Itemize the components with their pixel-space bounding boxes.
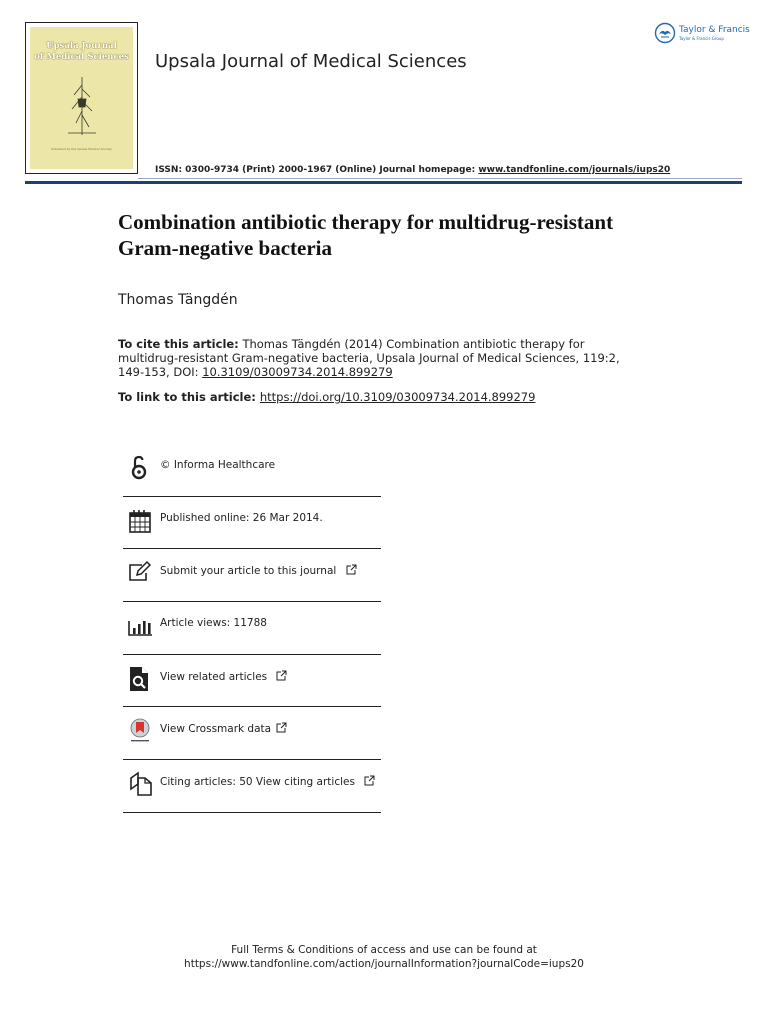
external-link-icon[interactable]	[346, 564, 357, 575]
external-link-icon[interactable]	[364, 775, 375, 786]
info-text-published: Published online: 26 Mar 2014.	[160, 511, 323, 524]
info-row-citing[interactable]	[123, 760, 381, 813]
journal-homepage-link[interactable]: www.tandfonline.com/journals/iups20	[478, 165, 671, 175]
article-link-label: To link to this article:	[118, 390, 260, 404]
journal-title: Upsala Journal of Medical Sciences	[155, 51, 467, 72]
citation-block	[118, 337, 638, 379]
article-doi-url-link[interactable]: https://doi.org/10.3109/03009734.2014.899279	[259, 390, 536, 404]
taylor-francis-icon	[654, 22, 676, 44]
cover-publisher-line: Published by the Upsala Medical Society	[51, 147, 112, 151]
cover-illustration	[60, 75, 105, 137]
info-text-copyright: © Informa Healthcare	[160, 459, 276, 471]
issn-text: ISSN: 0300-9734 (Print) 2000-1967 (Online) Journal homepage:	[155, 165, 479, 175]
info-row-related[interactable]	[123, 655, 381, 708]
external-link-icon[interactable]	[276, 670, 287, 681]
crossmark-icon	[128, 718, 152, 744]
footer-line2[interactable]: https://www.tandfonline.com/action/journalInformation?journalCode=iups20	[184, 958, 584, 970]
citation-text: Thomas Tängdén (2014) Combination antibiotic therapy for multidrug-resistant Gram-negative bacteria, Upsala Journal of Medical Sciences, 119:2, 149-153, DOI:	[118, 337, 620, 379]
info-row-crossmark[interactable]	[123, 707, 381, 760]
info-text-views: Article views: 11788	[160, 617, 267, 630]
calendar-icon	[128, 508, 152, 534]
info-row-submit[interactable]	[123, 549, 381, 602]
publisher-logo	[654, 22, 750, 48]
info-text-crossmark[interactable]: View Crossmark data	[160, 723, 272, 736]
article-link-line	[118, 390, 535, 404]
info-text-submit[interactable]: Submit your article to this journal	[160, 565, 337, 578]
bar-chart-icon	[128, 613, 152, 639]
info-text-citing[interactable]: Citing articles: 50 View citing articles	[160, 776, 355, 789]
footer-line1: Full Terms & Conditions of access and use can be found at	[231, 944, 537, 956]
open-access-icon	[128, 455, 152, 481]
cover-title-line1: Upsala Journal	[46, 41, 117, 51]
related-articles-icon	[128, 666, 152, 692]
info-row-published	[123, 497, 381, 550]
publisher-group: Taylor & Francis Group	[679, 36, 724, 41]
citing-articles-icon	[128, 771, 152, 797]
header-divider-thick	[25, 181, 742, 184]
citation-label: To cite this article:	[118, 337, 239, 351]
article-title: Combination antibiotic therapy for multidrug-resistant Gram-negative bacteria	[118, 210, 614, 260]
external-link-icon[interactable]	[276, 722, 287, 733]
article-author: Thomas Tängdén	[118, 292, 238, 308]
issn-line	[155, 165, 670, 175]
article-info-list	[123, 444, 381, 813]
info-row-views	[123, 602, 381, 655]
edit-icon	[128, 560, 152, 586]
info-row-copyright	[123, 444, 381, 497]
footer-terms	[0, 943, 768, 971]
header-divider-thin	[138, 178, 742, 179]
journal-cover-image	[25, 22, 138, 174]
publisher-name: Taylor & Francis	[679, 25, 750, 35]
cover-title-line2: of Medical Sciences	[34, 52, 129, 62]
info-text-related[interactable]: View related articles	[160, 670, 268, 683]
citation-doi-link[interactable]: 10.3109/03009734.2014.899279	[202, 365, 393, 379]
